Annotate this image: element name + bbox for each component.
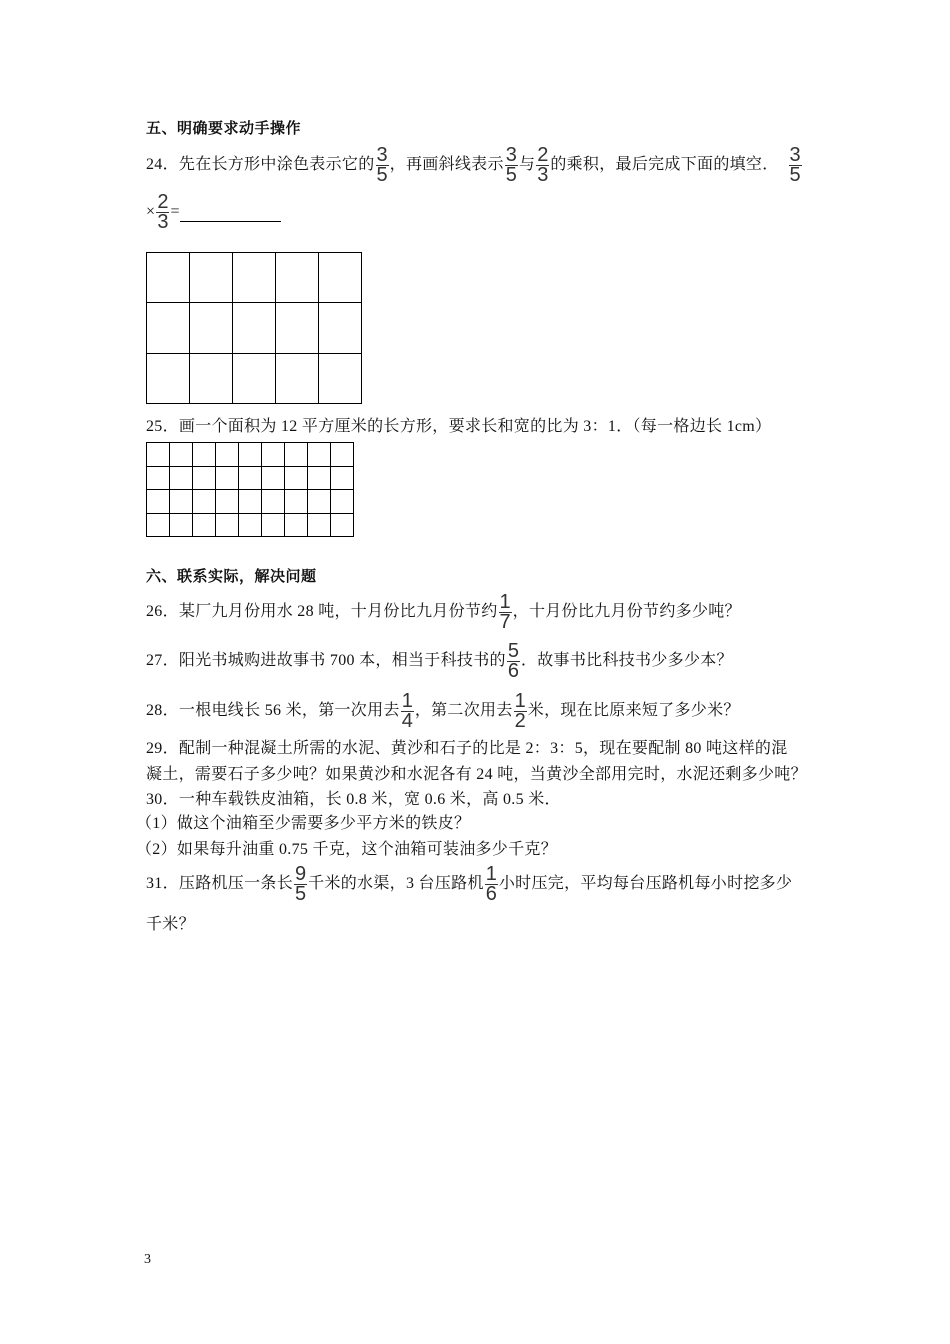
- grid-cell: [233, 253, 276, 303]
- fraction-denominator: 5: [295, 883, 307, 905]
- grid-cell: [331, 490, 354, 514]
- grid-cell: [216, 443, 239, 467]
- grid-cell: [170, 467, 193, 491]
- grid-cell: [216, 467, 239, 491]
- section-title-5: 五、明确要求动手操作: [146, 119, 302, 137]
- fraction-denominator: 6: [485, 883, 497, 905]
- section-title-6: 六、联系实际，解决问题: [146, 567, 317, 585]
- fraction: [294, 863, 307, 905]
- grid-cell: [147, 253, 190, 303]
- grid-cell: [147, 354, 190, 404]
- question-text: 与: [518, 156, 536, 174]
- question-24-line-2: [146, 191, 281, 233]
- grid-cell: [239, 467, 262, 491]
- fraction-denominator: 4: [401, 710, 413, 732]
- grid-cell: [193, 467, 216, 491]
- fraction-denominator: 2: [514, 710, 526, 732]
- grid-cell: [285, 490, 308, 514]
- grid-cell: [190, 303, 233, 353]
- grid-cell: [193, 443, 216, 467]
- grid-cell: [276, 354, 319, 404]
- grid-cell: [216, 514, 239, 538]
- fraction-numerator: 1: [499, 591, 511, 613]
- question-24-line-1: [146, 144, 803, 186]
- grid-cell: [147, 443, 170, 467]
- grid-cell: [170, 443, 193, 467]
- fraction: [789, 144, 802, 186]
- grid-cell: [233, 303, 276, 353]
- fraction-numerator: 9: [295, 863, 307, 885]
- fraction-denominator: 3: [157, 211, 169, 233]
- grid-cell: [170, 514, 193, 538]
- grid-cell: [170, 490, 193, 514]
- square-grid-q25: [146, 442, 354, 537]
- fraction: [401, 690, 414, 732]
- fraction-numerator: 3: [505, 144, 517, 166]
- fraction-numerator: 3: [789, 144, 801, 166]
- question-text: 26．某厂九月份用水 28 吨，十月份比九月份节约: [146, 603, 498, 621]
- fraction-denominator: 5: [376, 164, 388, 186]
- grid-cell: [308, 443, 331, 467]
- grid-cell: [147, 303, 190, 353]
- fraction: [514, 690, 527, 732]
- fraction: [485, 863, 498, 905]
- page-number: 3: [144, 1252, 151, 1267]
- grid-cell: [331, 514, 354, 538]
- fraction-numerator: 2: [537, 144, 549, 166]
- fraction-numerator: 5: [507, 640, 519, 662]
- grid-cell: [193, 514, 216, 538]
- grid-cell: [331, 467, 354, 491]
- question-text: 米，现在比原来短了多少米？: [527, 702, 740, 720]
- question-text: 28．一根电线长 56 米，第一次用去: [146, 702, 400, 720]
- fraction-numerator: 1: [401, 690, 413, 712]
- grid-cell: [285, 443, 308, 467]
- question-25: 25．画一个面积为 12 平方厘米的长方形，要求长和宽的比为 3：1．（每一格边长 1cm）: [146, 418, 772, 435]
- question-text: ．故事书比科技书少多少本？: [520, 652, 733, 670]
- grid-cell: [285, 514, 308, 538]
- question-30-part-2: （2）如果每升油重 0.75 千克，这个油箱可装油多少千克？: [136, 841, 558, 858]
- question-text: 的乘积，最后完成下面的填空．: [550, 156, 779, 174]
- question-29-line-1: 29．配制一种混凝土所需的水泥、黄沙和石子的比是 2：3：5，现在要配制 80 吨这样的混: [146, 740, 788, 757]
- fraction-denominator: 5: [789, 164, 801, 186]
- grid-cell: [319, 303, 362, 353]
- answer-blank: [180, 207, 281, 222]
- grid-cell: [216, 490, 239, 514]
- question-29-line-2: 凝土，需要石子多少吨？如果黄沙和水泥各有 24 吨，当黄沙全部用完时，水泥还剩多少吨？: [146, 766, 807, 783]
- grid-cell: [193, 490, 216, 514]
- fraction-denominator: 3: [537, 164, 549, 186]
- grid-cell: [239, 514, 262, 538]
- grid-cell: [190, 253, 233, 303]
- question-30-part-1: （1）做这个油箱至少需要多少平方米的铁皮？: [136, 815, 471, 832]
- grid-cell: [285, 467, 308, 491]
- grid-cell: [190, 354, 233, 404]
- fraction-denominator: 6: [507, 660, 519, 682]
- grid-cell: [308, 490, 331, 514]
- question-text: 千米的水渠，3 台压路机: [308, 875, 484, 893]
- fraction: [507, 640, 520, 682]
- question-text: 31．压路机压一条长: [146, 875, 294, 893]
- question-30: 30．一种车载铁皮油箱，长 0.8 米，宽 0.6 米，高 0.5 米．: [146, 791, 561, 808]
- question-27: [146, 640, 733, 682]
- fraction: [156, 191, 169, 233]
- grid-cell: [262, 443, 285, 467]
- grid-cell: [147, 467, 170, 491]
- grid-cell: [308, 514, 331, 538]
- grid-cell: [239, 443, 262, 467]
- question-31-line-2: 千米？: [146, 916, 195, 933]
- fraction-numerator: 2: [157, 191, 169, 213]
- equals-sign: =: [170, 203, 180, 221]
- question-28: [146, 690, 740, 732]
- question-31-line-1: [146, 863, 793, 905]
- multiply-sign: ×: [146, 203, 156, 221]
- grid-cell: [147, 490, 170, 514]
- grid-cell: [239, 490, 262, 514]
- question-text: 27．阳光书城购进故事书 700 本，相当于科技书的: [146, 652, 506, 670]
- question-text: 24．先在长方形中涂色表示它的: [146, 156, 375, 174]
- fraction-numerator: 1: [485, 863, 497, 885]
- fraction: [499, 591, 512, 633]
- grid-cell: [319, 253, 362, 303]
- fraction: [536, 144, 549, 186]
- fraction: [376, 144, 389, 186]
- fraction-denominator: 5: [505, 164, 517, 186]
- grid-cell: [147, 514, 170, 538]
- grid-cell: [262, 514, 285, 538]
- grid-cell: [262, 490, 285, 514]
- grid-cell: [262, 467, 285, 491]
- fraction: [505, 144, 518, 186]
- grid-cell: [331, 443, 354, 467]
- question-text: ，再画斜线表示: [389, 156, 504, 174]
- fraction-numerator: 3: [376, 144, 388, 166]
- fraction-denominator: 7: [499, 611, 511, 633]
- rectangle-grid-q24: [146, 252, 362, 404]
- grid-cell: [233, 354, 276, 404]
- question-text: ，第二次用去: [414, 702, 513, 720]
- question-text: 小时压完，平均每台压路机每小时挖多少: [498, 875, 793, 893]
- grid-cell: [276, 253, 319, 303]
- grid-cell: [308, 467, 331, 491]
- question-26: [146, 591, 741, 633]
- grid-cell: [319, 354, 362, 404]
- question-text: ，十月份比九月份节约多少吨？: [512, 603, 741, 621]
- fraction-numerator: 1: [514, 690, 526, 712]
- grid-cell: [276, 303, 319, 353]
